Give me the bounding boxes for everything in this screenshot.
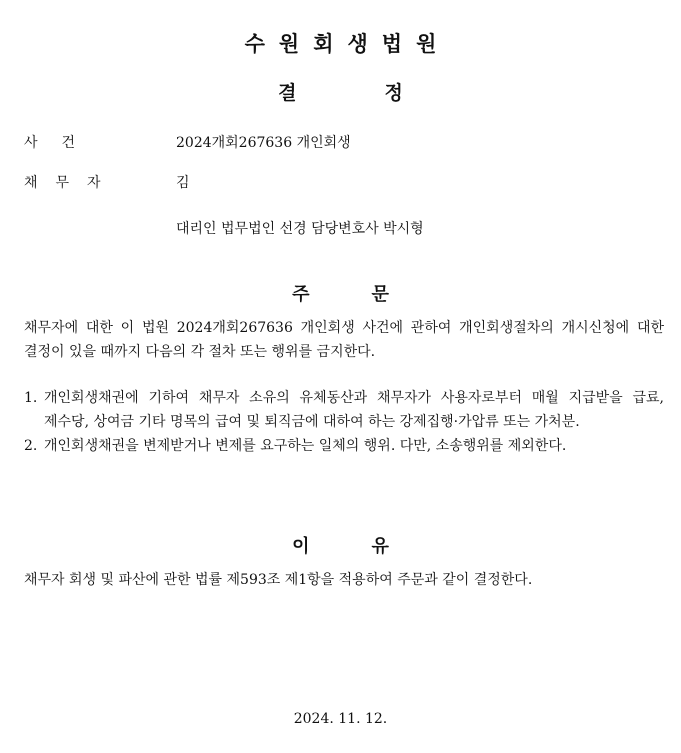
list-item-text: 개인회생채권에 기하여 채무자 소유의 유체동산과 채무자가 사용자로부터 매월 지급받을 급료, 제수당, 상여금 기타 명목의 급여 및 퇴직금에 대하여 하는 강제집행·가압류 또는 가처분. (44, 390, 664, 430)
debtor-name: 김 (176, 175, 190, 191)
prohibited-acts-list (24, 386, 664, 458)
list-item (24, 434, 664, 458)
court-name: 수원회생법원 (244, 32, 451, 56)
case-label: 사건 (24, 135, 100, 151)
reason-section-title: 이유 (292, 536, 451, 557)
order-intro-paragraph: 채무자에 대한 이 법원 2024개회267636 개인회생 사건에 관하여 개인회생절차의 개시신청에 대한 결정이 있을 때까지 다음의 각 절차 또는 행위를 금지한다. (24, 320, 664, 360)
debtor-label: 채무자 (24, 175, 119, 191)
list-item (24, 386, 664, 434)
legal-agent: 대리인 법무법인 선경 담당변호사 박시형 (176, 221, 424, 237)
document-type-title: 결정 (278, 82, 491, 104)
list-item-number: 2. (24, 438, 38, 454)
order-section-title: 주문 (292, 284, 451, 305)
reason-paragraph: 채무자 회생 및 파산에 관한 법률 제593조 제1항을 적용하여 주문과 같이 결정한다. (24, 572, 533, 588)
decision-date: 2024. 11. 12. (293, 711, 388, 727)
list-item-text: 개인회생채권을 변제받거나 변제를 요구하는 일체의 행위. 다만, 소송행위를 제외한다. (44, 438, 567, 454)
list-item-number: 1. (24, 390, 38, 406)
case-number: 2024개회267636 개인회생 (176, 135, 351, 151)
